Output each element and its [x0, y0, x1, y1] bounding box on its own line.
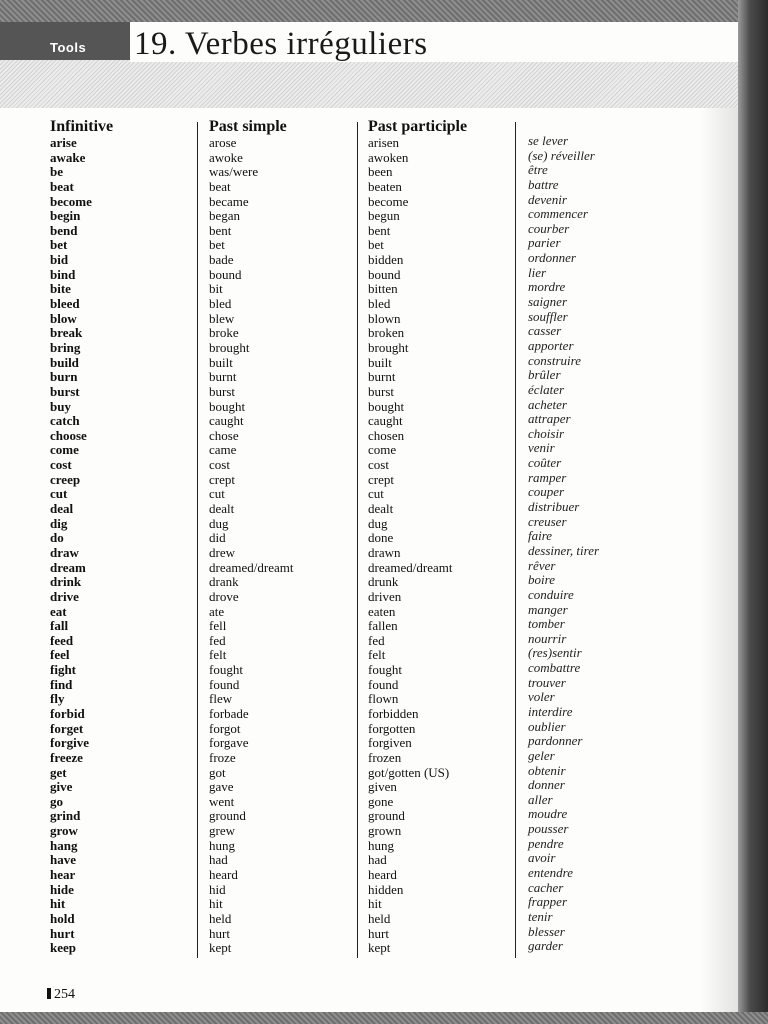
- verb-past-simple: grew: [209, 823, 235, 839]
- header-past-participle: Past participle: [368, 118, 468, 135]
- verb-past-participle: eaten: [368, 603, 396, 619]
- verb-past-participle: bent: [368, 222, 391, 238]
- verb-french: lier: [528, 264, 547, 280]
- verb-past-simple: crept: [209, 471, 235, 487]
- verb-past-simple: blew: [209, 310, 235, 326]
- verb-past-participle: cost: [368, 457, 389, 473]
- verb-past-participle: heard: [368, 867, 397, 883]
- verb-infinitive: burst: [50, 383, 80, 399]
- verb-past-simple: arose: [209, 135, 237, 150]
- verb-infinitive: find: [50, 676, 73, 692]
- verb-past-simple: forbade: [209, 705, 249, 721]
- verb-french: distribuer: [528, 499, 580, 515]
- verb-french: mordre: [528, 279, 566, 295]
- verb-past-simple: bound: [209, 266, 242, 282]
- verb-past-participle: kept: [368, 940, 391, 956]
- verb-past-participle: burst: [368, 383, 394, 399]
- column-divider: [197, 122, 198, 958]
- verb-infinitive: hear: [50, 867, 76, 883]
- verb-french: battre: [528, 176, 559, 192]
- verb-infinitive: dig: [50, 515, 68, 531]
- verb-infinitive: forgive: [50, 735, 89, 751]
- verb-past-simple: cost: [209, 457, 230, 473]
- verb-infinitive: do: [50, 530, 64, 546]
- verb-french: être: [528, 162, 548, 178]
- verb-past-simple: kept: [209, 940, 232, 956]
- verb-french: creuser: [528, 513, 567, 529]
- verb-past-simple: fought: [209, 662, 243, 678]
- verb-infinitive: grind: [50, 808, 81, 824]
- verb-french: apporter: [528, 337, 574, 353]
- verb-past-participle: burnt: [368, 369, 396, 385]
- verb-past-participle: built: [368, 354, 392, 370]
- verb-infinitive: forbid: [50, 705, 85, 721]
- verb-past-participle: held: [368, 910, 391, 926]
- verb-past-participle: dug: [368, 515, 388, 531]
- verb-infinitive: cut: [50, 486, 68, 502]
- verb-past-simple: burst: [209, 383, 235, 399]
- verb-infinitive: eat: [50, 603, 67, 619]
- verb-past-participle: dealt: [368, 501, 394, 517]
- verb-infinitive: freeze: [50, 749, 83, 765]
- header-past-simple: Past simple: [209, 118, 287, 135]
- verb-past-participle: found: [368, 676, 399, 692]
- verb-past-participle: forgiven: [368, 735, 412, 751]
- verb-infinitive: be: [50, 164, 63, 180]
- verb-past-simple: heard: [209, 867, 238, 883]
- verb-infinitive: bind: [50, 266, 76, 282]
- verb-past-participle: drunk: [368, 574, 399, 590]
- verb-past-participle: frozen: [368, 749, 402, 765]
- verb-past-participle: grown: [368, 823, 402, 839]
- verb-infinitive: choose: [50, 427, 87, 443]
- verb-past-participle: bitten: [368, 281, 398, 297]
- verb-infinitive: blow: [50, 310, 77, 326]
- verb-past-participle: come: [368, 442, 397, 458]
- page-title: 19. Verbes irréguliers: [134, 26, 428, 62]
- verb-infinitive: bite: [50, 281, 71, 297]
- verb-past-participle: crept: [368, 471, 394, 487]
- verb-french: rêver: [528, 557, 556, 573]
- verb-past-simple: bent: [209, 222, 232, 238]
- verb-french: éclater: [528, 381, 565, 397]
- verb-infinitive: dream: [50, 559, 86, 575]
- verb-infinitive: hang: [50, 837, 78, 853]
- verb-past-simple: fed: [209, 632, 226, 648]
- verb-infinitive: cost: [50, 457, 72, 473]
- verb-past-participle: fallen: [368, 618, 398, 634]
- verb-infinitive: creep: [50, 471, 81, 487]
- verb-past-participle: given: [368, 779, 397, 795]
- verb-infinitive: go: [50, 793, 63, 809]
- verb-infinitive: burn: [50, 369, 78, 385]
- verb-infinitive: give: [50, 779, 73, 795]
- verb-past-simple: cut: [209, 486, 225, 502]
- verb-past-simple: began: [209, 208, 241, 224]
- verb-past-simple: bit: [209, 281, 223, 297]
- verb-past-simple: forgave: [209, 735, 249, 751]
- past-simple-column: [209, 136, 293, 956]
- french-translation-column: [528, 134, 599, 954]
- verb-past-simple: drove: [209, 588, 239, 604]
- verb-infinitive: arise: [50, 135, 77, 150]
- verb-past-participle: brought: [368, 339, 409, 355]
- verb-past-simple: dealt: [209, 501, 235, 517]
- verb-past-simple: hit: [209, 896, 223, 912]
- verb-french: boire: [528, 572, 555, 588]
- verb-past-simple: drank: [209, 574, 239, 590]
- verb-infinitive: bring: [50, 339, 81, 355]
- verb-past-participle: awoken: [368, 149, 409, 165]
- verb-past-simple: bought: [209, 398, 246, 414]
- verb-infinitive: begin: [50, 208, 81, 224]
- verb-french: moudre: [528, 806, 568, 822]
- verb-french: conduire: [528, 586, 574, 602]
- verb-french: geler: [528, 747, 555, 763]
- verb-past-participle: got/gotten (US): [368, 764, 450, 780]
- verb-french: (se) réveiller: [528, 147, 595, 163]
- verb-french: devenir: [528, 191, 567, 207]
- page-number-text: 254: [54, 987, 75, 1002]
- verb-past-simple: brought: [209, 339, 250, 355]
- verb-past-simple: bet: [209, 237, 225, 253]
- verb-french: tomber: [528, 616, 565, 632]
- verb-french: saigner: [528, 294, 567, 310]
- verb-past-participle: done: [368, 530, 394, 546]
- verb-french: aller: [528, 791, 553, 807]
- verb-infinitive: draw: [50, 544, 79, 560]
- verb-french: ordonner: [528, 250, 576, 266]
- verb-past-simple: hurt: [209, 925, 230, 941]
- verb-past-participle: been: [368, 164, 393, 180]
- verb-past-simple: drew: [209, 544, 235, 560]
- verb-past-simple: got: [209, 764, 226, 780]
- verb-past-simple: ground: [209, 808, 246, 824]
- verb-past-simple: gave: [209, 779, 234, 795]
- verb-french: coûter: [528, 455, 562, 471]
- verb-past-participle: drawn: [368, 544, 401, 560]
- verb-past-simple: came: [209, 442, 237, 458]
- verb-infinitive: build: [50, 354, 79, 370]
- verb-past-simple: became: [209, 193, 249, 209]
- verb-french: couper: [528, 484, 565, 500]
- verb-infinitive: forget: [50, 720, 84, 736]
- verb-past-participle: cut: [368, 486, 384, 502]
- scan-top-border: [0, 0, 768, 22]
- verb-french: faire: [528, 528, 553, 544]
- verb-infinitive: buy: [50, 398, 71, 414]
- verb-past-simple: built: [209, 354, 233, 370]
- verb-past-participle: fought: [368, 662, 402, 678]
- verb-infinitive: hide: [50, 881, 74, 897]
- verb-infinitive: become: [50, 193, 92, 209]
- column-divider: [357, 122, 358, 958]
- verb-infinitive: hurt: [50, 925, 75, 941]
- verb-infinitive: catch: [50, 413, 80, 429]
- verb-past-simple: held: [209, 910, 232, 926]
- verb-french: brûler: [528, 367, 561, 383]
- verb-past-participle: bound: [368, 266, 401, 282]
- verb-past-participle: broken: [368, 325, 405, 341]
- verb-past-simple: awoke: [209, 149, 243, 165]
- verb-infinitive: fly: [50, 691, 65, 707]
- past-participle-column: [368, 136, 452, 956]
- verb-infinitive: bet: [50, 237, 68, 253]
- verb-french: attraper: [528, 411, 571, 427]
- verb-french: commencer: [528, 206, 588, 222]
- verb-infinitive: break: [50, 325, 83, 341]
- verb-infinitive: drive: [50, 588, 79, 604]
- verb-past-simple: bled: [209, 296, 232, 312]
- verb-past-simple: hung: [209, 837, 235, 853]
- verb-french: se lever: [528, 133, 569, 148]
- verb-french: garder: [528, 938, 563, 954]
- verb-infinitive: beat: [50, 178, 74, 194]
- verb-french: acheter: [528, 396, 567, 412]
- verb-french: casser: [528, 323, 562, 339]
- verb-infinitive: fall: [50, 618, 69, 634]
- verb-french: combattre: [528, 660, 581, 676]
- verb-past-simple: forgot: [209, 720, 241, 736]
- verb-past-simple: went: [209, 793, 235, 809]
- verb-french: (res)sentir: [528, 645, 582, 661]
- verb-french: tenir: [528, 908, 553, 924]
- verb-past-participle: forbidden: [368, 705, 419, 721]
- verb-past-simple: dug: [209, 515, 229, 531]
- verb-french: venir: [528, 440, 555, 456]
- verb-past-participle: had: [368, 852, 387, 868]
- verb-past-simple: had: [209, 852, 228, 868]
- verb-infinitive: hit: [50, 896, 66, 912]
- verb-infinitive: grow: [50, 823, 78, 839]
- verb-french: souffler: [528, 308, 568, 324]
- verb-past-participle: chosen: [368, 427, 405, 443]
- verb-past-participle: hit: [368, 896, 382, 912]
- verb-past-participle: fed: [368, 632, 385, 648]
- verb-french: dessiner, tirer: [528, 542, 600, 558]
- verb-past-simple: did: [209, 530, 226, 546]
- verb-past-participle: become: [368, 193, 409, 209]
- infinitive-column: [50, 136, 92, 956]
- verb-french: pousser: [528, 821, 569, 837]
- verb-past-simple: beat: [209, 178, 231, 194]
- verb-infinitive: get: [50, 764, 67, 780]
- verb-french: interdire: [528, 703, 573, 719]
- verb-past-simple: froze: [209, 749, 236, 765]
- verb-french: trouver: [528, 674, 566, 690]
- verb-french: obtenir: [528, 762, 566, 778]
- verb-infinitive: bleed: [50, 296, 80, 312]
- verb-past-participle: hidden: [368, 881, 404, 897]
- verb-french: cacher: [528, 879, 564, 895]
- verb-infinitive: fight: [50, 662, 76, 678]
- verb-past-participle: hung: [368, 837, 394, 853]
- verb-past-simple: found: [209, 676, 240, 692]
- verb-infinitive: drink: [50, 574, 82, 590]
- section-tab-label: Tools: [50, 40, 87, 55]
- verb-french: manger: [528, 601, 568, 617]
- verb-past-simple: ate: [209, 603, 225, 619]
- verb-past-simple: flew: [209, 691, 233, 707]
- verb-past-simple: bade: [209, 252, 234, 268]
- verb-past-participle: blown: [368, 310, 401, 326]
- scan-bottom-border: [0, 1012, 768, 1024]
- verb-past-participle: forgotten: [368, 720, 416, 736]
- verb-french: donner: [528, 777, 565, 793]
- verb-infinitive: deal: [50, 501, 74, 517]
- verb-past-participle: caught: [368, 413, 403, 429]
- verb-past-participle: driven: [368, 588, 402, 604]
- column-divider: [515, 122, 516, 958]
- book-spine-edge: [738, 0, 768, 1024]
- verb-past-participle: felt: [368, 647, 386, 663]
- verb-past-participle: bought: [368, 398, 405, 414]
- verb-past-participle: gone: [368, 793, 394, 809]
- verb-infinitive: have: [50, 852, 76, 868]
- verb-french: frapper: [528, 894, 567, 910]
- verb-infinitive: come: [50, 442, 79, 458]
- verb-past-simple: caught: [209, 413, 244, 429]
- verb-past-participle: dreamed/dreamt: [368, 559, 453, 575]
- verb-past-simple: felt: [209, 647, 227, 663]
- verb-past-simple: chose: [209, 427, 239, 443]
- verb-past-simple: was/were: [209, 164, 259, 180]
- page-marker-icon: [47, 988, 51, 999]
- verb-past-participle: begun: [368, 208, 400, 224]
- verb-french: voler: [528, 689, 555, 705]
- verb-french: parier: [528, 235, 561, 251]
- verb-french: pardonner: [528, 733, 583, 749]
- verb-past-simple: dreamed/dreamt: [209, 559, 294, 575]
- verb-past-participle: arisen: [368, 135, 400, 150]
- verb-french: pendre: [528, 835, 564, 851]
- verb-infinitive: feel: [50, 647, 70, 663]
- verb-french: oublier: [528, 718, 566, 734]
- verb-french: entendre: [528, 865, 573, 881]
- verb-past-simple: broke: [209, 325, 239, 341]
- verb-french: construire: [528, 352, 581, 368]
- verb-past-participle: flown: [368, 691, 399, 707]
- verb-past-participle: bidden: [368, 252, 404, 268]
- verb-french: ramper: [528, 469, 567, 485]
- page-shadow: [700, 22, 738, 1012]
- verb-french: courber: [528, 220, 570, 236]
- verb-french: choisir: [528, 425, 565, 441]
- verb-past-participle: ground: [368, 808, 405, 824]
- verb-past-simple: burnt: [209, 369, 237, 385]
- verb-french: blesser: [528, 923, 565, 939]
- verb-infinitive: hold: [50, 910, 75, 926]
- verb-past-participle: hurt: [368, 925, 389, 941]
- verb-infinitive: feed: [50, 632, 74, 648]
- verb-past-participle: bet: [368, 237, 384, 253]
- verb-french: nourrir: [528, 630, 567, 646]
- header-infinitive: Infinitive: [50, 118, 114, 135]
- verb-infinitive: bend: [50, 222, 78, 238]
- verb-infinitive: bid: [50, 252, 69, 268]
- page-number: [47, 987, 75, 1003]
- verb-past-participle: beaten: [368, 178, 402, 194]
- verb-french: avoir: [528, 850, 556, 866]
- verb-past-simple: fell: [209, 618, 227, 634]
- verb-past-participle: bled: [368, 296, 391, 312]
- verb-infinitive: awake: [50, 149, 86, 165]
- verb-past-simple: hid: [209, 881, 226, 897]
- verb-infinitive: keep: [50, 940, 76, 956]
